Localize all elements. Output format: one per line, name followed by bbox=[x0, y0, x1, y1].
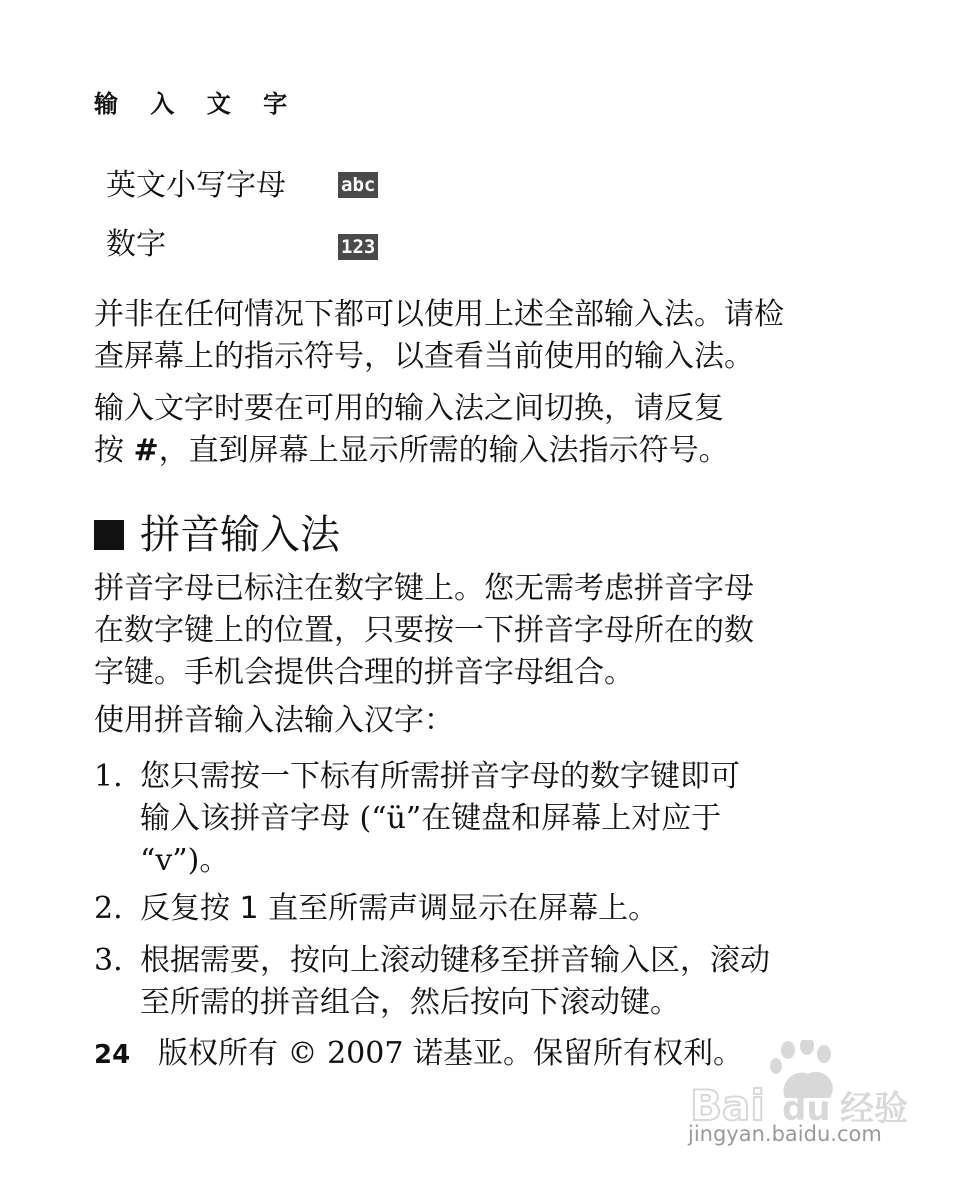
mode-label-numeric: 数字 bbox=[106, 227, 166, 262]
page-footer bbox=[94, 1034, 743, 1075]
page-header: 输 入 文 字 bbox=[94, 90, 300, 118]
svg-text:经验: 经验 bbox=[840, 1089, 908, 1129]
svg-text:du: du bbox=[782, 1089, 831, 1129]
step-number: 3. bbox=[94, 943, 123, 978]
pinyin-paragraph-1: 拼音字母已标注在数字键上。您无需考虑拼音字母 在数字键上的位置，只要按一下拼音字母所在的数 字键。手机会提供合理的拼音字母组合。 bbox=[94, 571, 754, 690]
step-number: 2. bbox=[94, 891, 123, 926]
section-bullet-icon bbox=[94, 520, 124, 550]
watermark-url: jingyan.baidu.com bbox=[688, 1122, 882, 1146]
step-number: 1. bbox=[94, 759, 123, 794]
pinyin-paragraph-2: 使用拼音输入法输入汉字： bbox=[94, 703, 454, 738]
list-item: 1. 您只需按一下标有所需拼音字母的数字键即可 输入该拼音字母 (“ü”在键盘和屏幕上对应于 “v”)。 bbox=[94, 756, 854, 882]
one-key: 1 bbox=[239, 891, 259, 926]
svg-text:Bai: Bai bbox=[690, 1081, 765, 1130]
list-item: 2. 反复按 1 直至所需声调显示在屏幕上。 bbox=[94, 888, 854, 930]
hash-key: # bbox=[133, 433, 159, 468]
intro-paragraph-1: 并非在任何情况下都可以使用上述全部输入法。请检 查屏幕上的指示符号，以查看当前使用的输入法。 bbox=[94, 297, 784, 374]
page-number: 24 bbox=[94, 1040, 131, 1070]
intro-paragraph-2: 输入文字时要在可用的输入法之间切换，请反复 按 #，直到屏幕上显示所需的输入法指示符号。 bbox=[94, 391, 729, 468]
mode-label-lowercase: 英文小写字母 bbox=[106, 168, 286, 203]
123-indicator-icon: 123 bbox=[338, 234, 378, 260]
list-item: 3. 根据需要，按向上滚动键移至拼音输入区，滚动 至所需的拼音组合，然后按向下滚动键。 bbox=[94, 940, 854, 1024]
section-title: 拼音输入法 bbox=[94, 510, 340, 560]
abc-indicator-icon: abc bbox=[338, 172, 378, 198]
copyright-text: 版权所有 © 2007 诺基亚。保留所有权利。 bbox=[158, 1036, 743, 1071]
